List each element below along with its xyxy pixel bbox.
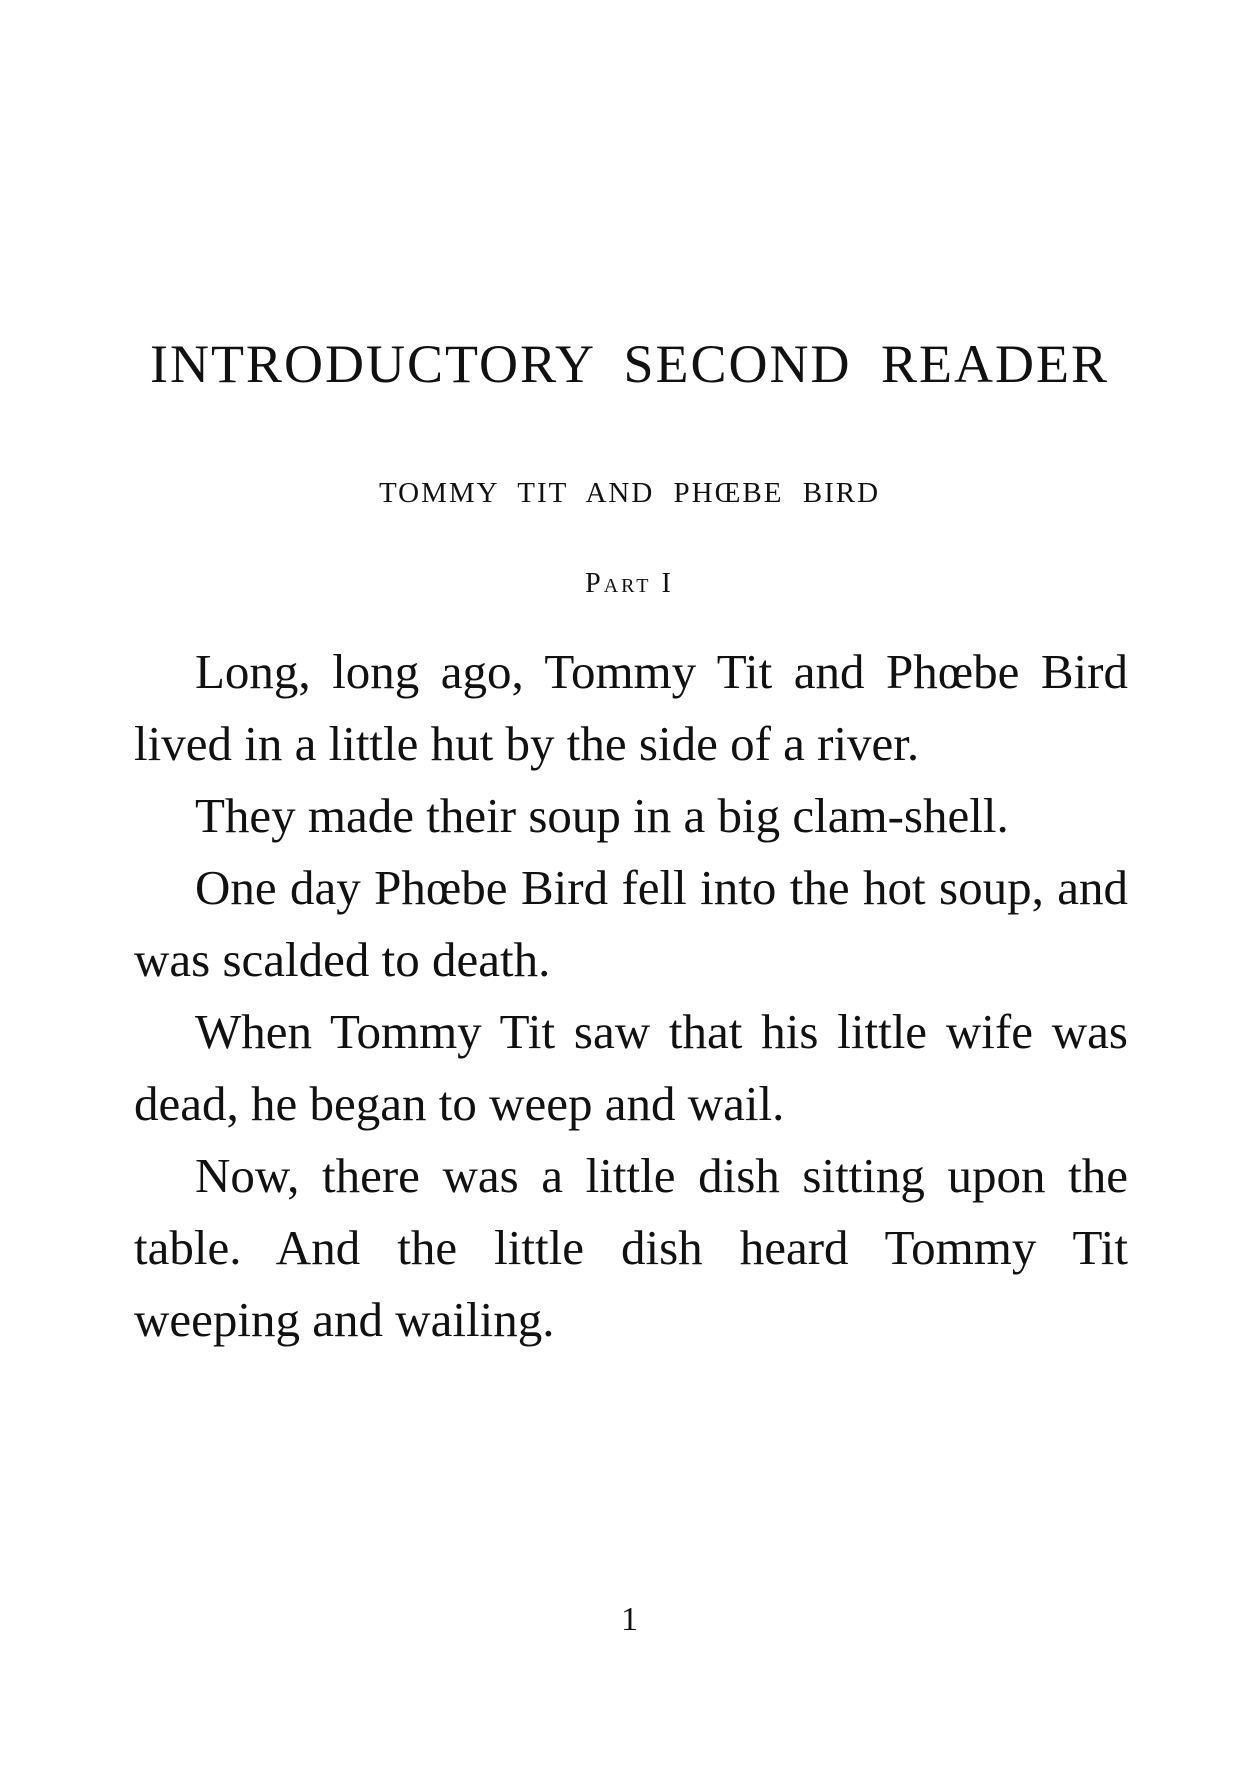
book-title: INTRODUCTORY SECOND READER (149, 334, 1110, 394)
story-title: TOMMY TIT AND PHŒBE BIRD (378, 477, 881, 509)
story-body (134, 636, 1128, 1356)
paragraph: They made their soup in a big clam-shell. (195, 788, 1009, 843)
part-label: Part I (585, 568, 674, 599)
paragraph: One day Phœbe Bird fell into the hot soup, and was scalded to death. (134, 860, 1128, 987)
page-number: 1 (621, 1601, 638, 1638)
paragraph: Long, long ago, Tommy Tit and Phœbe Bird lived in a little hut by the side of a river. (134, 644, 1128, 771)
paragraph: When Tommy Tit saw that his little wife was dead, he began to weep and wail. (134, 1004, 1128, 1131)
paragraph: Now, there was a little dish sitting upon the table. And the little dish heard Tommy Tit weeping and wailing. (134, 1148, 1128, 1347)
